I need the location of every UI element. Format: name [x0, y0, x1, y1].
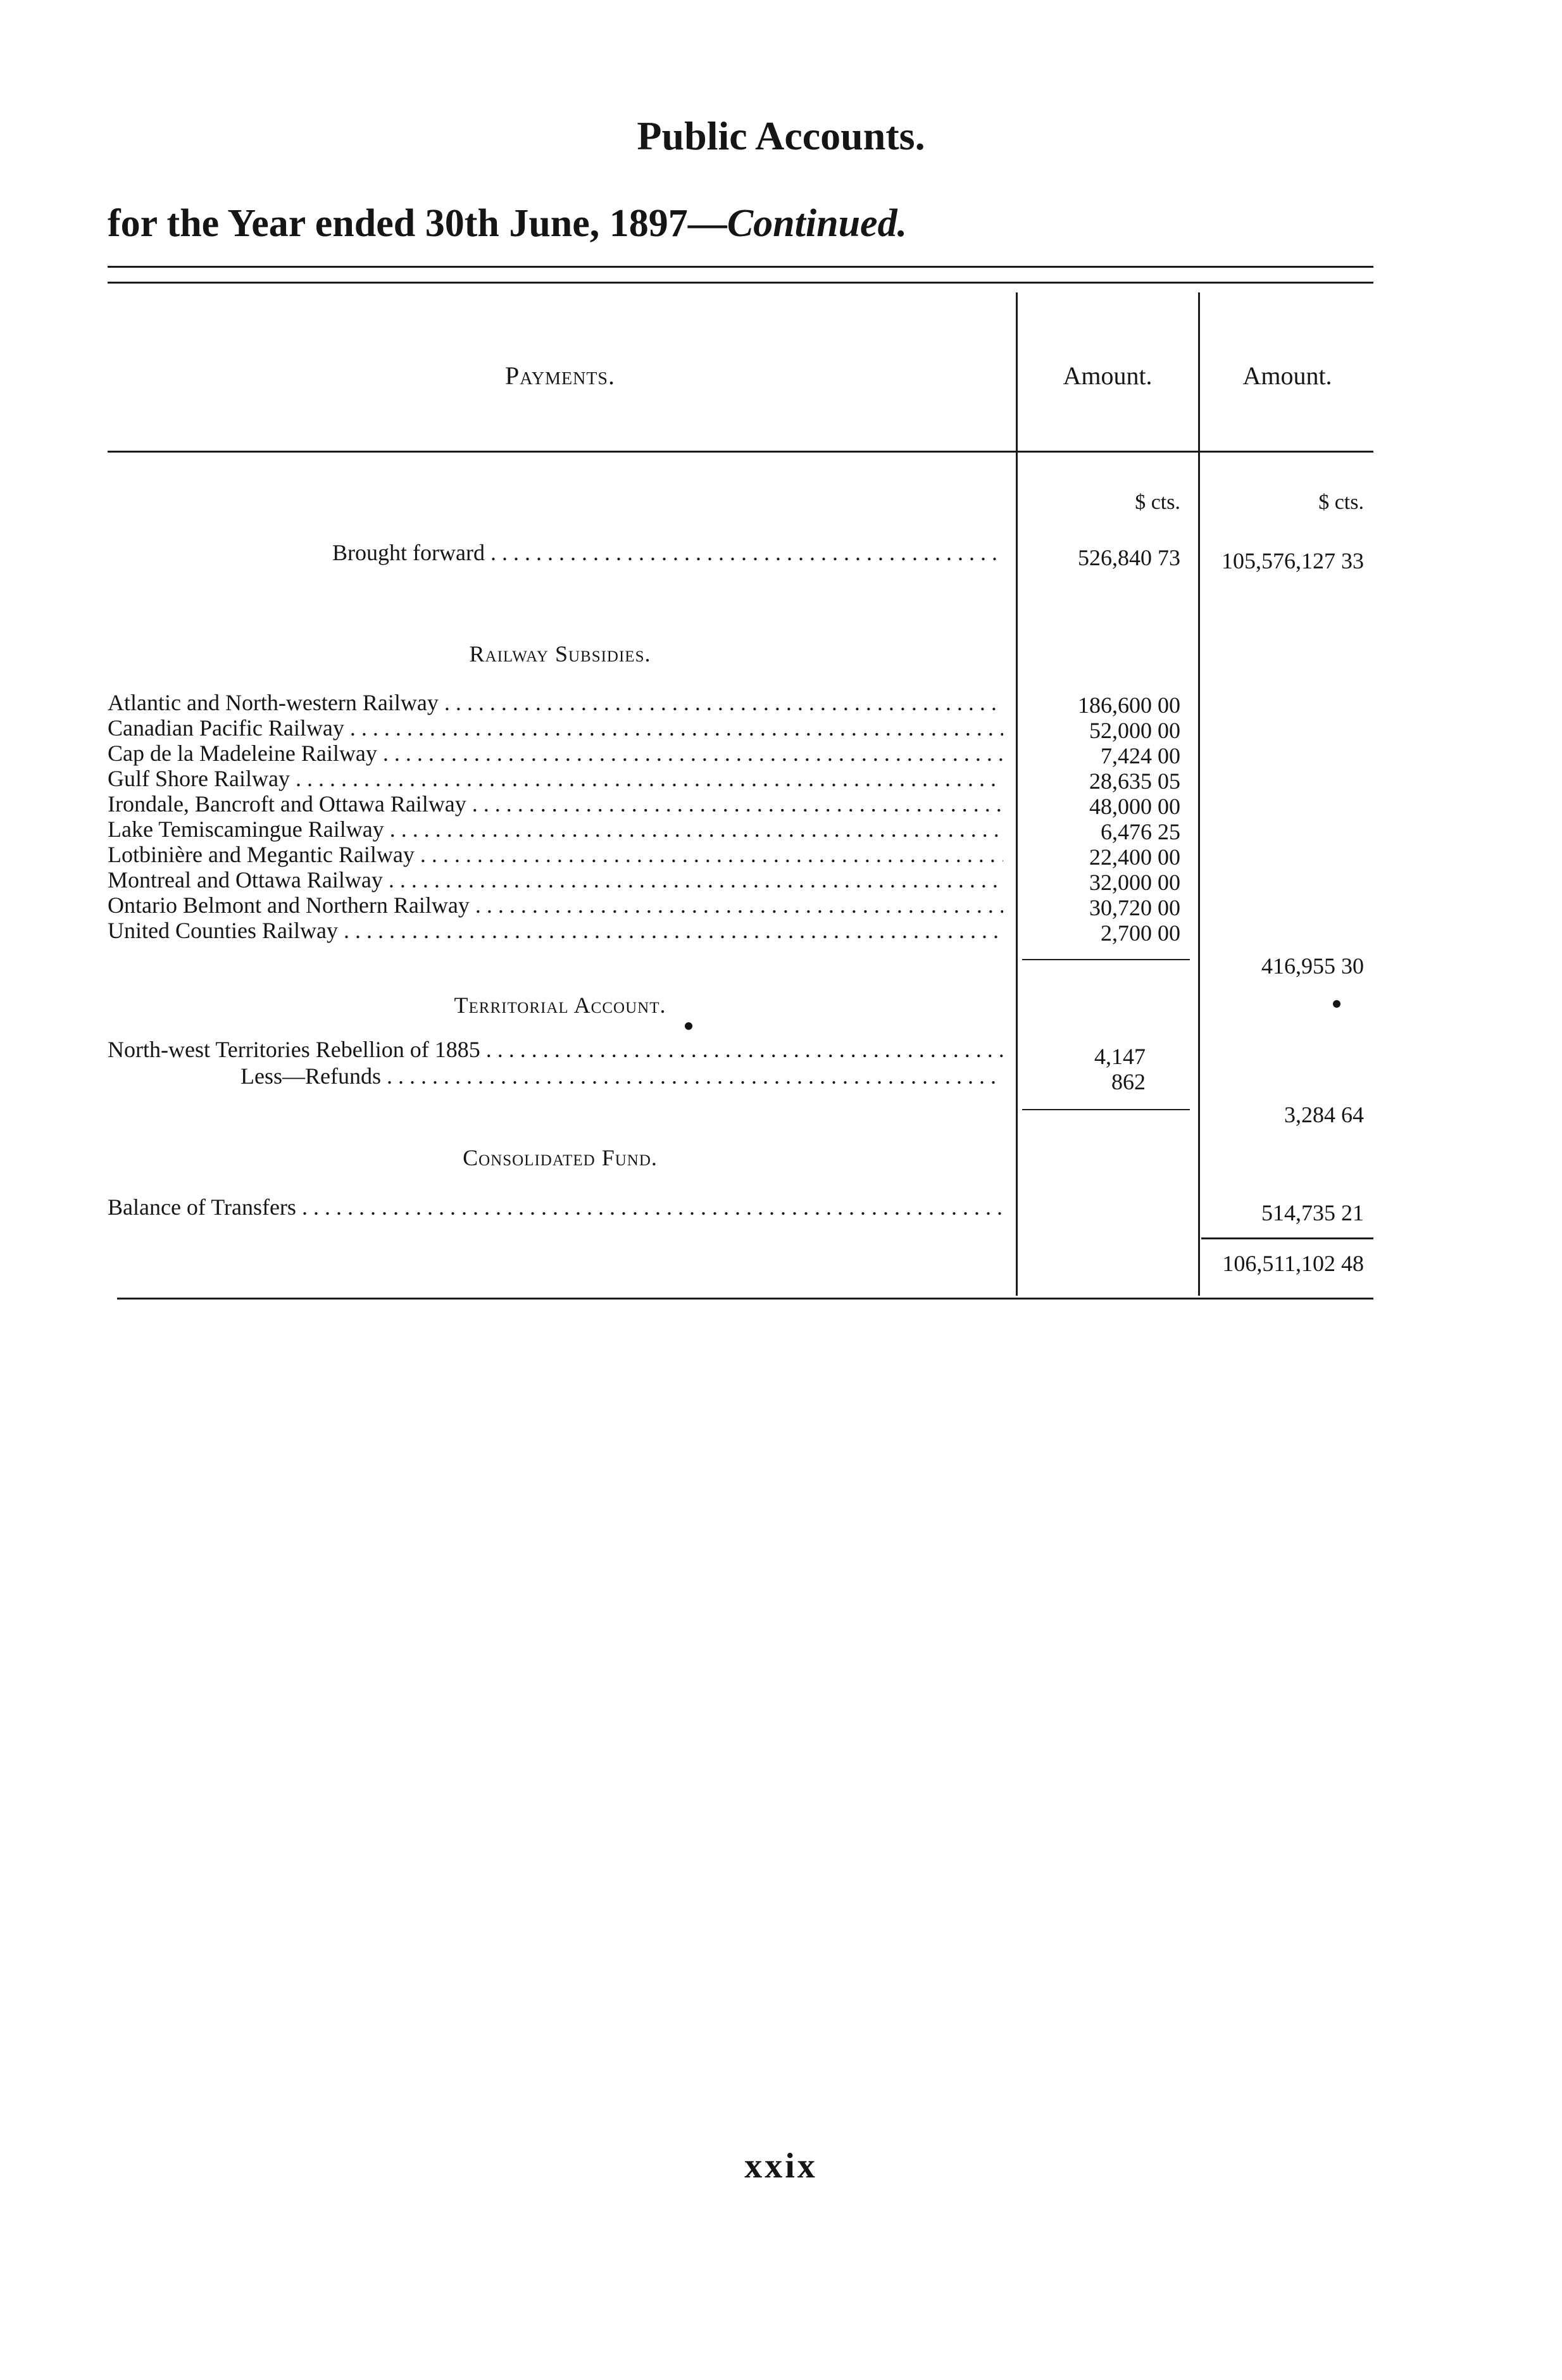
payments-header: Payments.	[504, 361, 615, 390]
brought-forward-amount-2: 105,576,127 33	[1221, 548, 1364, 573]
top-rule-upper	[108, 266, 1373, 268]
railway-label: Lake Temiscamingue Railway . . .	[108, 817, 1003, 842]
list-item	[108, 918, 1003, 943]
railway-amount: 6,476 25	[1101, 819, 1180, 844]
railway-label: United Counties Railway . . .	[108, 918, 1003, 943]
railway-amount: 52,000 00	[1089, 718, 1180, 743]
railway-amount: 186,600 00	[1078, 692, 1180, 718]
railway-label: Ontario Belmont and Northern Railway . . .	[108, 892, 1003, 918]
railway-amount: 28,635 05	[1089, 768, 1180, 794]
list-item	[108, 817, 1003, 842]
railway-subsidies-heading: Railway Subsidies.	[469, 641, 651, 667]
territorial-item-amount: 4,147	[1094, 1044, 1146, 1069]
railway-label: Lotbinière and Megantic Railway . . .	[108, 842, 1003, 867]
railway-label: Irondale, Bancroft and Ottawa Railway . . .	[108, 791, 1003, 817]
grand-total: 106,511,102 48	[1222, 1251, 1364, 1276]
railway-amount: 7,424 00	[1101, 743, 1180, 768]
consolidated-fund-amount: 514,735 21	[1261, 1200, 1364, 1225]
railway-amount: 22,400 00	[1089, 844, 1180, 870]
territorial-less-amount: 862	[1111, 1069, 1146, 1094]
railway-label: Cap de la Madeleine Railway . . .	[108, 741, 1003, 766]
subtotal-rule-territorial	[1022, 1109, 1190, 1110]
units-col2: $ cts.	[1318, 491, 1364, 514]
railway-amount: 32,000 00	[1089, 870, 1180, 895]
brought-forward-row	[332, 540, 1003, 565]
margin-mark	[1333, 1000, 1340, 1008]
consolidated-fund-heading: Consolidated Fund.	[463, 1145, 658, 1170]
top-rule-lower	[108, 282, 1373, 284]
header-rule	[108, 451, 1373, 453]
list-item	[108, 715, 1003, 741]
list-item	[108, 867, 1003, 892]
railway-label: Canadian Pacific Railway . . .	[108, 715, 1003, 741]
consolidated-item-label: Balance of Transfers . . .	[108, 1194, 1003, 1220]
list-item	[241, 1063, 1003, 1089]
list-item	[108, 1194, 1003, 1220]
subtitle-main: for the Year ended 30th June, 1897—	[108, 202, 727, 245]
railway-amount: 30,720 00	[1089, 895, 1180, 920]
amount-header-1: Amount.	[1063, 361, 1153, 390]
territorial-account-heading: Territorial Account.	[454, 993, 666, 1018]
territorial-account-total: 3,284 64	[1284, 1102, 1364, 1127]
units-col1: $ cts.	[1135, 491, 1180, 514]
page-subtitle	[108, 201, 907, 246]
list-item	[108, 842, 1003, 867]
list-item	[108, 1037, 1003, 1062]
page-number: xxix	[744, 2146, 818, 2186]
column-rule-left	[1016, 292, 1018, 1296]
territorial-less-label: Less—Refunds . . .	[241, 1063, 1003, 1089]
column-rule-right	[1198, 292, 1200, 1296]
bottom-rule	[117, 1298, 1373, 1300]
amount-header-2: Amount.	[1242, 361, 1332, 390]
list-item	[108, 741, 1003, 766]
brought-forward-amount-1: 526,840 73	[1078, 545, 1180, 570]
brought-forward-label: Brought forward . . .	[332, 540, 1003, 565]
subtitle-continued: Continued.	[727, 202, 908, 245]
list-item	[108, 766, 1003, 791]
margin-mark	[685, 1022, 692, 1030]
territorial-item-label: North-west Territories Rebellion of 1885 . . .	[108, 1037, 1003, 1062]
list-item	[108, 690, 1003, 715]
railway-subsidies-total: 416,955 30	[1261, 953, 1364, 979]
railway-amount: 48,000 00	[1089, 794, 1180, 819]
railway-label: Montreal and Ottawa Railway . . .	[108, 867, 1003, 892]
list-item	[108, 791, 1003, 817]
list-item	[108, 892, 1003, 918]
railway-amount: 2,700 00	[1101, 920, 1180, 946]
page-title: Public Accounts.	[637, 113, 925, 158]
subtotal-rule-railway	[1022, 959, 1190, 960]
railway-label: Atlantic and North-western Railway . . .	[108, 690, 1003, 715]
total-rule	[1201, 1237, 1373, 1239]
railway-label: Gulf Shore Railway . . .	[108, 766, 1003, 791]
